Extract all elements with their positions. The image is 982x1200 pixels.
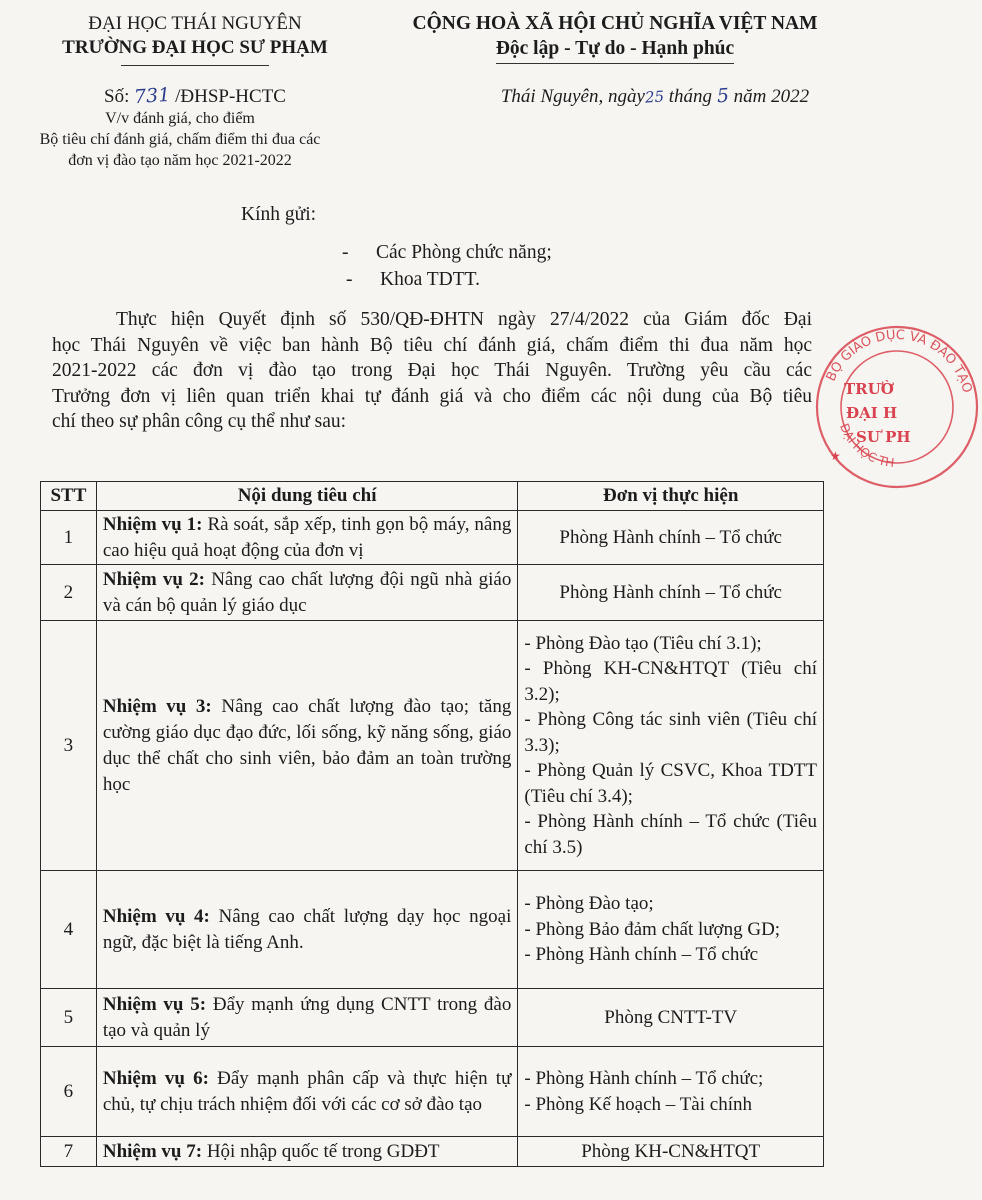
criterion-content <box>96 511 518 565</box>
task-label: Nhiệm vụ 2: <box>102 568 205 590</box>
criterion-content <box>96 1137 518 1167</box>
table-row <box>41 621 824 871</box>
task-label: Nhiệm vụ 6: <box>102 1067 209 1089</box>
svg-text:★: ★ <box>830 449 841 463</box>
school-name: TRƯỜNG ĐẠI HỌC SƯ PHẠM <box>62 37 328 58</box>
column-header: STT <box>41 482 97 511</box>
recipient-item: - Các Phòng chức năng; <box>342 242 552 263</box>
parent-organization: ĐẠI HỌC THÁI NGUYÊN <box>88 13 302 34</box>
header-divider <box>121 65 269 66</box>
doc-number-suffix: /ĐHSP-HCTC <box>175 86 286 107</box>
table-row <box>41 1047 824 1137</box>
issuing-organization <box>30 12 360 66</box>
task-label: Nhiệm vụ 1: <box>102 513 203 535</box>
unit-item: - Phòng Hành chính – Tổ chức <box>524 944 759 966</box>
unit-item: - Phòng Quản lý CSVC, Khoa TDTT (Tiêu chí 3.4); <box>524 760 817 807</box>
national-heading <box>360 12 870 64</box>
responsible-unit: Phòng KH-CN&HTQT <box>518 1137 824 1167</box>
doc-number-handwritten: 731 <box>133 83 172 109</box>
recipient-label: Các Phòng chức năng; <box>376 242 552 263</box>
responsible-unit: Phòng CNTT-TV <box>518 989 824 1047</box>
task-text: Nâng cao chất lượng dạy học ngoại ngữ, đặc biệt là tiếng Anh. <box>102 905 512 953</box>
unit-item: - Phòng Đào tạo; <box>524 893 654 915</box>
unit-item: - Phòng Hành chính – Tổ chức (Tiêu chí 3.5) <box>524 811 817 858</box>
unit-item: - Phòng Đào tạo (Tiêu chí 3.1); <box>524 632 762 654</box>
unit-item: - Phòng Hành chính – Tổ chức; <box>524 1068 764 1089</box>
row-number: 5 <box>41 989 97 1047</box>
task-text: Nâng cao chất lượng đào tạo; tăng cường giáo dục đạo đức, lối sống, kỹ năng sống, giáo dục thể chất cho sinh viên, bảo đảm an toàn trường học <box>102 695 512 795</box>
row-number: 1 <box>41 511 97 565</box>
row-number: 7 <box>41 1137 97 1167</box>
body-line: Thực hiện Quyết định số 530/QĐ-ĐHTN ngày 27/4/2022 của Giám đốc Đại <box>116 309 812 330</box>
seal-center-line: SƯ PH <box>856 428 911 446</box>
row-number: 6 <box>41 1047 97 1137</box>
criteria-table <box>40 481 824 1167</box>
task-text: Hội nhập quốc tế trong GDĐT <box>202 1140 440 1162</box>
date-month-handwritten: 5 <box>716 84 730 108</box>
responsible-unit: Phòng Hành chính – Tổ chức <box>518 511 824 565</box>
responsible-units <box>518 621 824 871</box>
task-text: Rà soát, sắp xếp, tinh gọn bộ máy, nâng cao hiệu quả hoạt động của đơn vị <box>102 513 512 561</box>
task-label: Nhiệm vụ 3: <box>102 695 212 717</box>
salutation: Kính gửi: <box>241 204 317 225</box>
recipient-item: - Khoa TDTT. <box>346 269 481 290</box>
subject-line: V/v đánh giá, cho điểm <box>105 110 255 127</box>
table-header-row <box>41 482 824 511</box>
recipient-label: Khoa TDTT. <box>380 269 481 290</box>
task-label: Nhiệm vụ 4: <box>102 905 210 927</box>
body-line: 2021-2022 các đơn vị đào tạo trong Đại học Thái Nguyên. Trường yêu cầu các <box>52 360 812 381</box>
subject-line: đơn vị đào tạo năm học 2021-2022 <box>68 152 292 169</box>
table-row <box>41 511 824 565</box>
unit-item: - Phòng Công tác sinh viên (Tiêu chí 3.3); <box>524 709 817 756</box>
date-month-label: tháng <box>668 86 713 107</box>
body-paragraph <box>52 307 812 435</box>
date-place <box>440 84 870 109</box>
unit-item: - Phòng Bảo đảm chất lượng GD; <box>524 918 781 940</box>
seal-center-line: ĐẠI H <box>846 404 898 422</box>
motto: Độc lập - Tự do - Hạnh phúc <box>496 36 734 64</box>
row-number: 4 <box>41 871 97 989</box>
seal-ring-text: BỘ GIÁO DỤC VÀ ĐÀO TẠO <box>823 327 975 395</box>
body-line: Trưởng đơn vị liên quan triển khai tự đánh giá và cho điểm các nội dung của Bộ tiêu <box>52 385 812 407</box>
task-label: Nhiệm vụ 7: <box>102 1140 203 1162</box>
document-number <box>30 84 360 109</box>
document-subject <box>0 108 360 171</box>
nation-title: CỘNG HOÀ XÃ HỘI CHỦ NGHĨA VIỆT NAM <box>412 13 818 34</box>
table-row <box>41 565 824 621</box>
criterion-content <box>96 621 518 871</box>
doc-number-prefix: Số: <box>104 86 130 107</box>
table-row <box>41 989 824 1047</box>
date-day-handwritten: 25 <box>644 87 665 107</box>
criterion-content <box>96 871 518 989</box>
column-header: Nội dung tiêu chí <box>96 482 518 511</box>
column-header: Đơn vị thực hiện <box>518 482 824 511</box>
seal-bottom-text: ĐẠI HỌC TH <box>836 421 896 471</box>
task-label: Nhiệm vụ 5: <box>102 993 207 1015</box>
criterion-content <box>96 1047 518 1137</box>
responsible-units <box>518 871 824 989</box>
body-line: học Thái Nguyên về việc ban hành Bộ tiêu chí đánh giá, chấm điểm thi đua năm học <box>52 334 812 356</box>
criterion-content <box>96 989 518 1047</box>
date-place-label: Thái Nguyên, ngày <box>500 86 645 107</box>
seal-center-line: TRƯỜ <box>844 380 894 398</box>
unit-item: - Phòng Kế hoạch – Tài chính <box>524 1093 752 1115</box>
row-number: 3 <box>41 621 97 871</box>
task-text: Nâng cao chất lượng đội ngũ nhà giáo và cán bộ quản lý giáo dục <box>102 568 512 616</box>
subject-line: Bộ tiêu chí đánh giá, chấm điểm thi đua các <box>39 131 321 148</box>
responsible-units <box>518 1047 824 1137</box>
table-row <box>41 871 824 989</box>
row-number: 2 <box>41 565 97 621</box>
task-text: Đẩy mạnh phân cấp và thực hiện tự chủ, tự chịu trách nhiệm đối với các cơ sở đào tạo <box>102 1067 512 1115</box>
responsible-unit: Phòng Hành chính – Tổ chức <box>518 565 824 621</box>
unit-item: - Phòng KH-CN&HTQT (Tiêu chí 3.2); <box>524 658 817 705</box>
date-year: năm 2022 <box>733 86 810 107</box>
task-text: Đẩy mạnh ứng dụng CNTT trong đào tạo và quản lý <box>102 993 512 1041</box>
criterion-content <box>96 565 518 621</box>
body-line: chí theo sự phân công cụ thể như sau: <box>52 411 347 432</box>
table-row <box>41 1137 824 1167</box>
official-seal <box>812 322 982 492</box>
